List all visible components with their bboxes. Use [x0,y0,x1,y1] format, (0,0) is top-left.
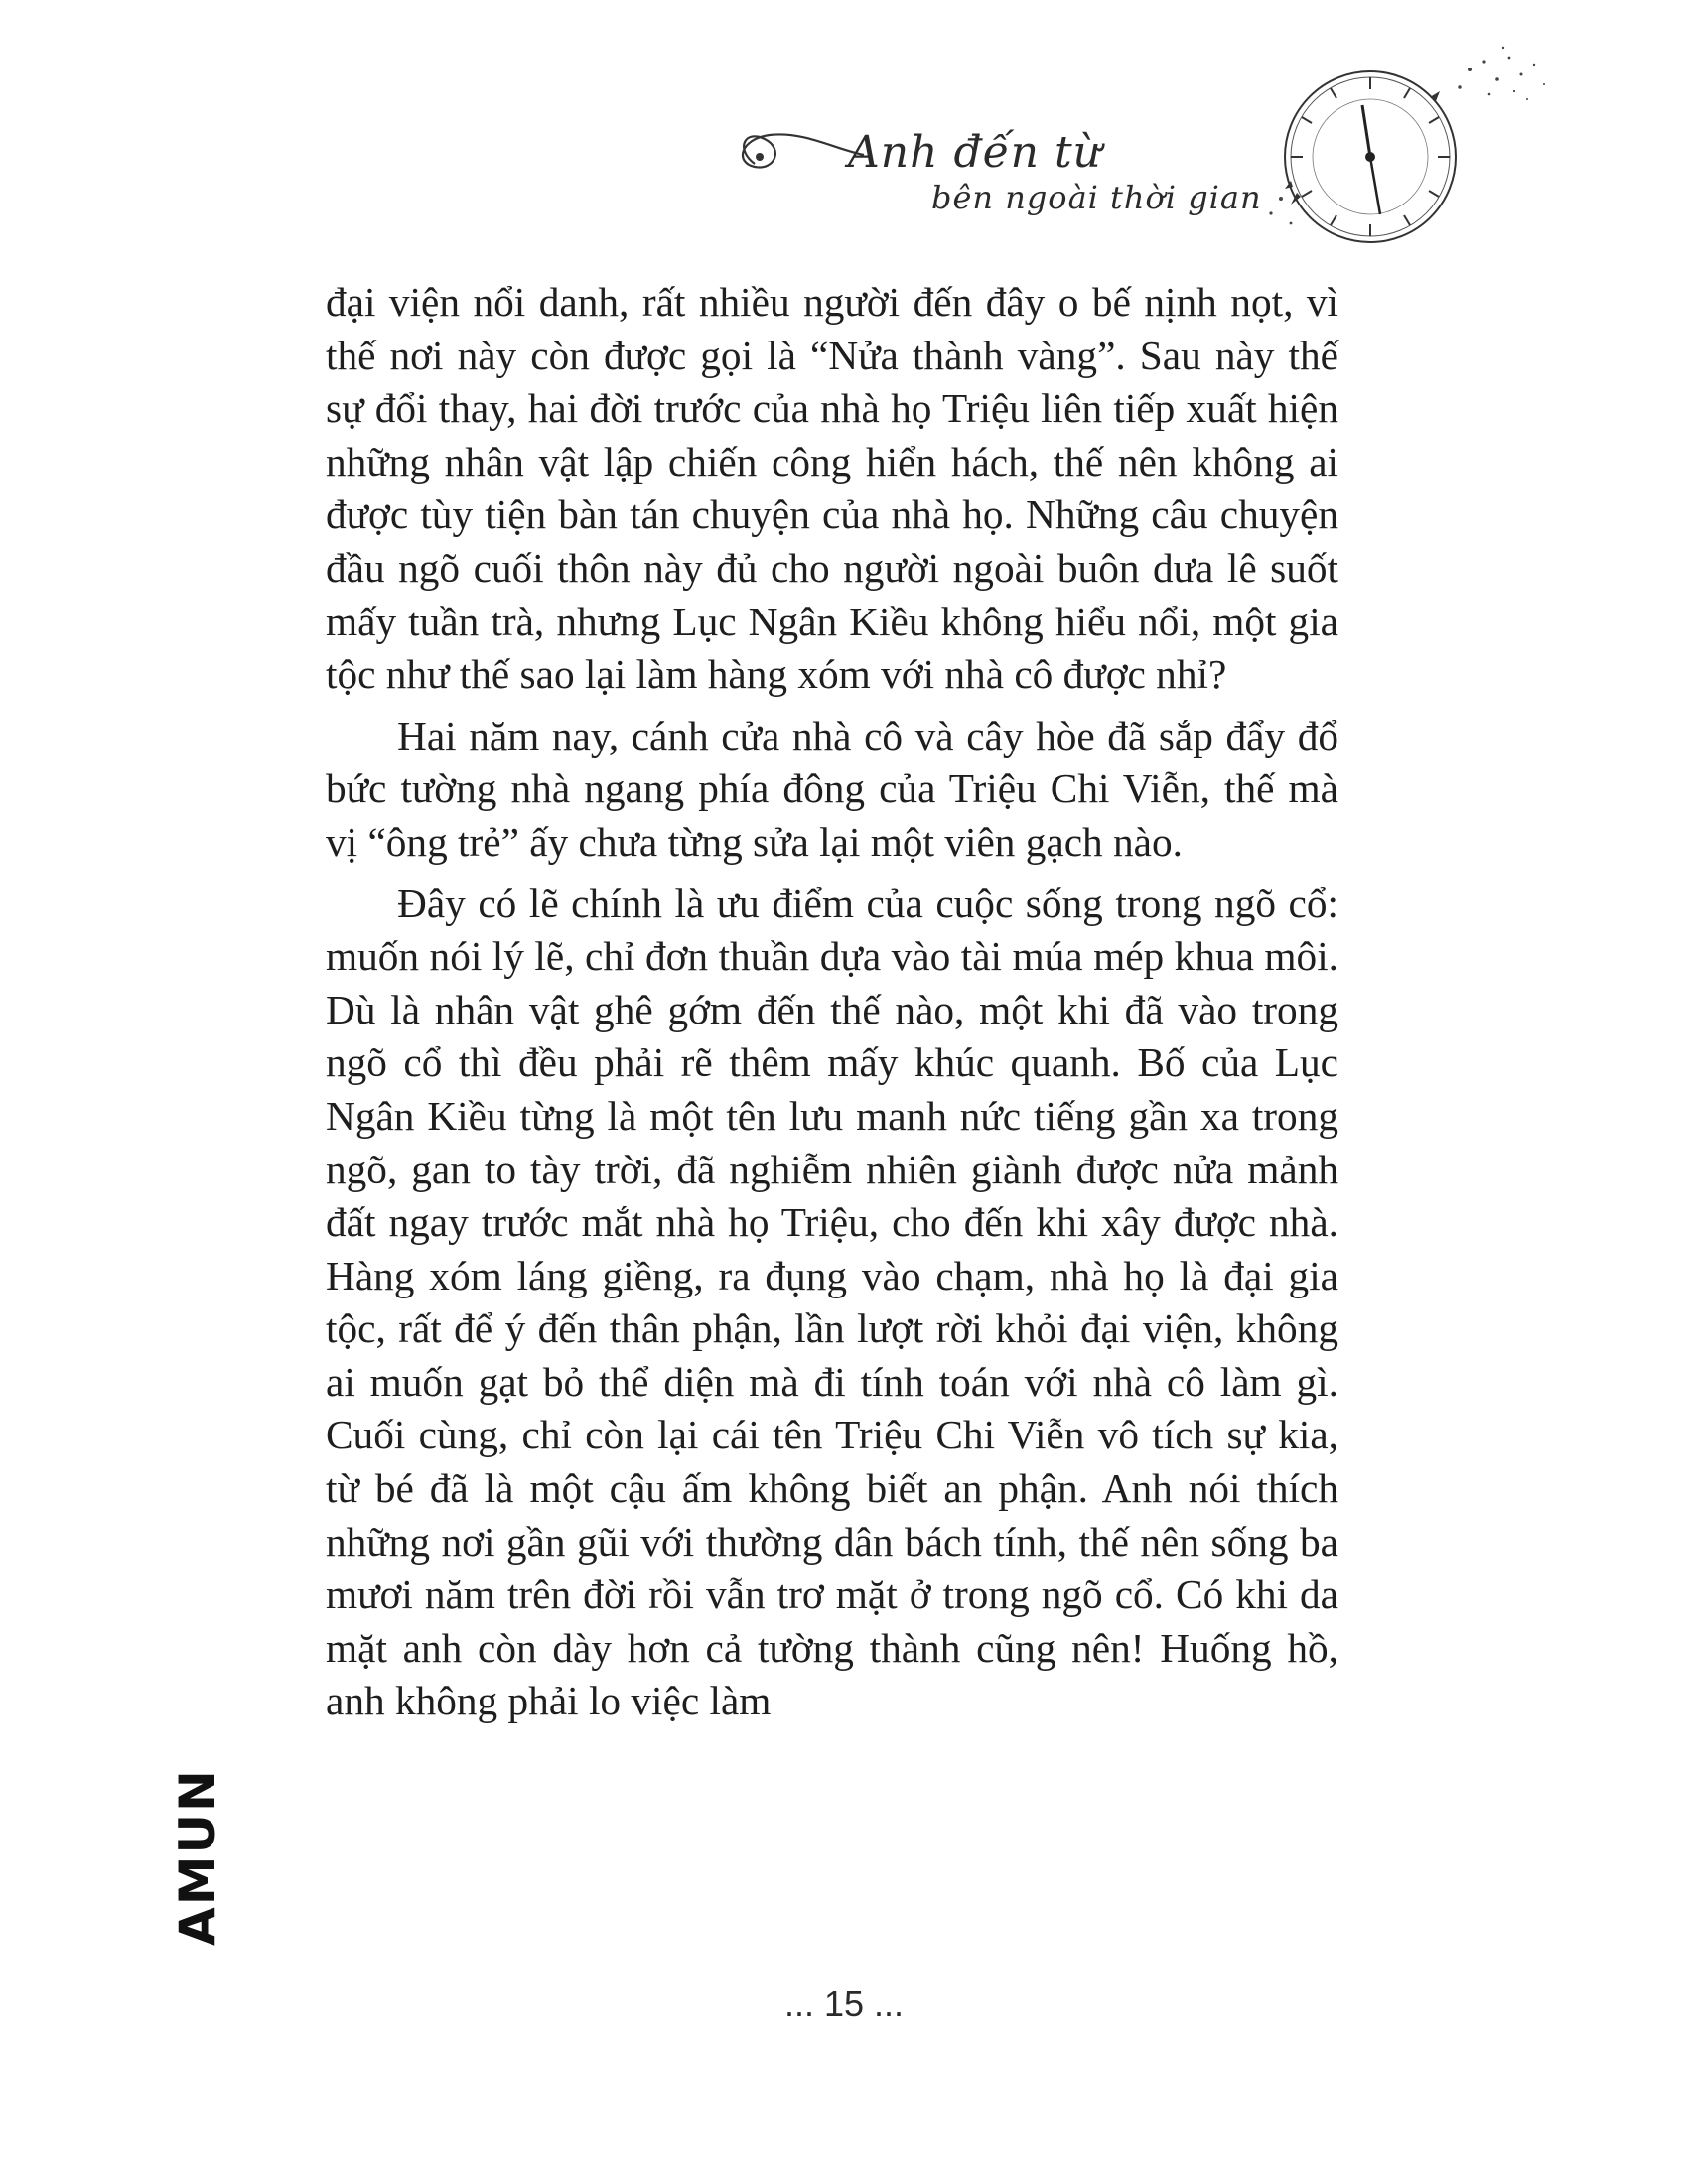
book-title-line1: Anh đến từ [848,127,1103,178]
page-header [0,0,1688,268]
paragraph-3: Đây có lẽ chính là ưu điểm của cuộc sống trong ngõ cổ: muốn nói lý lẽ, chỉ đơn thuần dựa vào tài múa mép khua môi. Dù là nhân vật ghê gớm đến thế nào, một khi đã vào trong ngõ cổ thì đều phải rẽ thêm mấy khúc quanh. Bố của Lục Ngân Kiều từng là một tên lưu manh nức tiếng gần xa trong ngõ, gan to tày trời, đã nghiễm nhiên giành được nửa mảnh đất ngay trước mắt nhà họ Triệu, cho đến khi xây được nhà. Hàng xóm láng giềng, ra đụng vào chạm, nhà họ là đại gia tộc, rất để ý đến thân phận, lần lượt rời khỏi đại viện, không ai muốn gạt bỏ thể diện mà đi tính toán với nhà cô làm gì. Cuối cùng, chỉ còn lại cái tên Triệu Chi Viễn vô tích sự kia, từ bé đã là một cậu ấm không biết an phận. Anh nói thích những nơi gần gũi với thường dân bách tính, thế nên sống ba mươi năm trên đời rồi vẫn trơ mặt ở trong ngõ cổ. Có khi da mặt anh còn dày hơn cả tường thành cũng nên! Huống hồ, anh không phải lo việc làm [326,880,1338,1724]
book-title [733,127,1289,236]
clock-icon [1261,40,1559,268]
paragraph-1: đại viện nổi danh, rất nhiều người đến đây o bế nịnh nọt, vì thế nơi này còn được gọi là “Nửa thành vàng”. Sau này thế sự đổi thay, hai đời trước của nhà họ Triệu liên tiếp xuất hiện những nhân vật lập chiến công hiển hách, thế nên không ai được tùy tiện bàn tán chuyện của nhà họ. Những câu chuyện đầu ngõ cuối thôn này đủ cho người ngoài buôn dưa lê suốt mấy tuần trà, nhưng Lục Ngân Kiều không hiểu nổi, một gia tộc như thế sao lại làm hàng xóm với nhà cô được nhỉ? [326,279,1338,698]
publisher-logo [169,1757,228,1946]
book-title-line2: bên ngoài thời gian [931,179,1262,216]
paragraph-2: Hai năm nay, cánh cửa nhà cô và cây hòe đã sắp đẩy đổ bức tường nhà ngang phía đông của Triệu Chi Viễn, thế mà vị “ông trẻ” ấy chưa từng sửa lại một viên gạch nào. [326,712,1338,865]
chapter-body [326,276,1338,1736]
page-number: ... 15 ... [783,1983,905,2024]
publisher-logo-text: AMUN [169,1768,226,1946]
